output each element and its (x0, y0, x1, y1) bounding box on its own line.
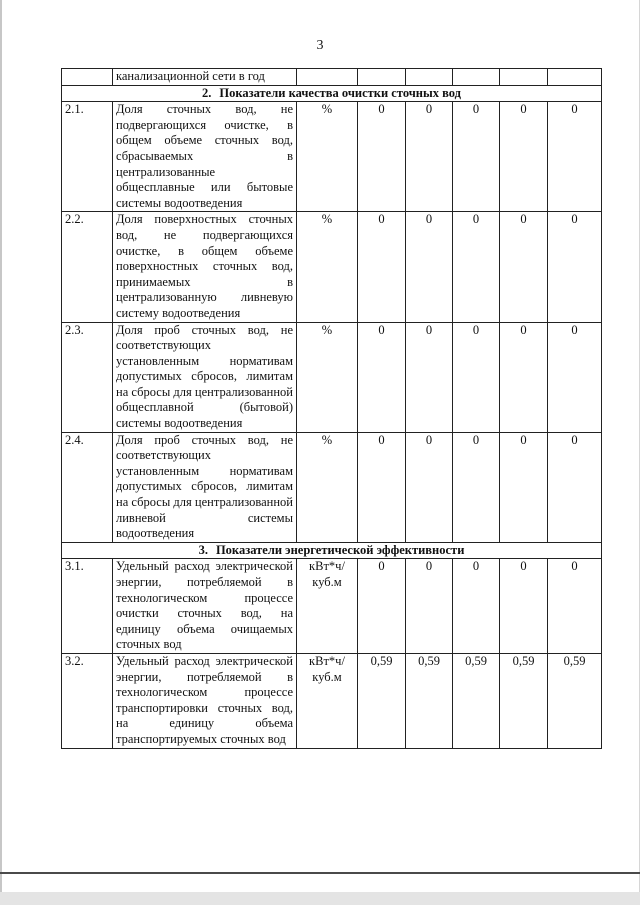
table-row (62, 322, 602, 432)
unit-cell: % (297, 432, 358, 542)
value-cell (358, 69, 406, 86)
indicator-name: Доля проб сточных вод, не соответствующих установленным нормативам допустимых сбросов, лимитам на сбросы для централизованной общесплавной (бытовой) системы водоотведения (113, 322, 297, 432)
value-cell: 0 (406, 559, 453, 654)
section-title: Показатели энергетической эффективности (215, 542, 465, 557)
value-cell: 0 (500, 102, 548, 212)
value-cell: 0 (358, 322, 406, 432)
indicator-name: Удельный расход электрической энергии, потребляемой в технологическом процессе транспортировки сточных вод, на единицу объема транспортируемых сточных вод (113, 653, 297, 748)
unit-cell: % (297, 212, 358, 322)
row-number: 2.3. (62, 322, 113, 432)
value-cell: 0 (548, 322, 602, 432)
unit-cell: % (297, 102, 358, 212)
value-cell: 0,59 (453, 653, 500, 748)
section-number: 2. (201, 85, 212, 100)
row-number (62, 69, 113, 86)
section-header (62, 85, 602, 102)
row-number: 2.4. (62, 432, 113, 542)
row-number: 2.2. (62, 212, 113, 322)
section-header-row (62, 542, 602, 559)
table-row (62, 653, 602, 748)
value-cell: 0 (453, 212, 500, 322)
unit-cell (297, 69, 358, 86)
table-row (62, 102, 602, 212)
scan-bottom-shade (0, 892, 640, 905)
value-cell: 0 (406, 102, 453, 212)
section-header (62, 542, 602, 559)
value-cell: 0 (500, 322, 548, 432)
indicator-name: канализационной сети в год (113, 69, 297, 86)
page-number: 3 (316, 38, 324, 53)
value-cell: 0 (548, 559, 602, 654)
value-cell: 0 (548, 432, 602, 542)
value-cell: 0,59 (358, 653, 406, 748)
value-cell: 0 (358, 102, 406, 212)
table-row (62, 559, 602, 654)
indicator-name: Доля сточных вод, не подвергающихся очистке, в общем объеме сточных вод, сбрасываемых в централизованные общесплавные или бытовые системы водоотведения (113, 102, 297, 212)
section-header-row (62, 85, 602, 102)
value-cell: 0 (358, 559, 406, 654)
value-cell: 0 (500, 212, 548, 322)
table-row (62, 212, 602, 322)
value-cell (453, 69, 500, 86)
indicators-table (61, 68, 602, 749)
value-cell (500, 69, 548, 86)
indicator-name: Доля проб сточных вод, не соответствующих установленным нормативам допустимых сбросов, лимитам на сбросы для централизованной ливневой системы водоотведения (113, 432, 297, 542)
value-cell: 0 (453, 102, 500, 212)
row-number: 3.1. (62, 559, 113, 654)
value-cell: 0 (358, 432, 406, 542)
indicator-name: Удельный расход электрической энергии, потребляемой в технологическом процессе очистки сточных вод, на единицу объема очищаемых сточных вод (113, 559, 297, 654)
scan-left-edge (0, 0, 2, 905)
value-cell: 0 (453, 432, 500, 542)
section-number: 3. (198, 542, 208, 557)
row-number: 3.2. (62, 653, 113, 748)
row-number: 2.1. (62, 102, 113, 212)
value-cell: 0 (500, 432, 548, 542)
value-cell: 0 (406, 322, 453, 432)
value-cell: 0 (453, 322, 500, 432)
value-cell: 0 (358, 212, 406, 322)
value-cell: 0 (406, 432, 453, 542)
indicator-name: Доля поверхностных сточных вод, не подвергающихся очистке, в общем объеме поверхностных сточных вод, принимаемых в централизованную ливневую систему водоотведения (113, 212, 297, 322)
value-cell: 0 (548, 212, 602, 322)
table-row (62, 432, 602, 542)
scan-bottom-line (0, 872, 640, 874)
value-cell (406, 69, 453, 86)
unit-cell: % (297, 322, 358, 432)
value-cell: 0,59 (406, 653, 453, 748)
section-title: Показатели качества очистки сточных вод (219, 85, 462, 100)
value-cell: 0 (500, 559, 548, 654)
value-cell: 0 (453, 559, 500, 654)
unit-cell: кВт*ч/куб.м (297, 653, 358, 748)
value-cell: 0,59 (548, 653, 602, 748)
table-body (62, 69, 602, 749)
value-cell: 0 (406, 212, 453, 322)
value-cell: 0 (548, 102, 602, 212)
value-cell: 0,59 (500, 653, 548, 748)
table-row (62, 69, 602, 86)
unit-cell: кВт*ч/куб.м (297, 559, 358, 654)
value-cell (548, 69, 602, 86)
